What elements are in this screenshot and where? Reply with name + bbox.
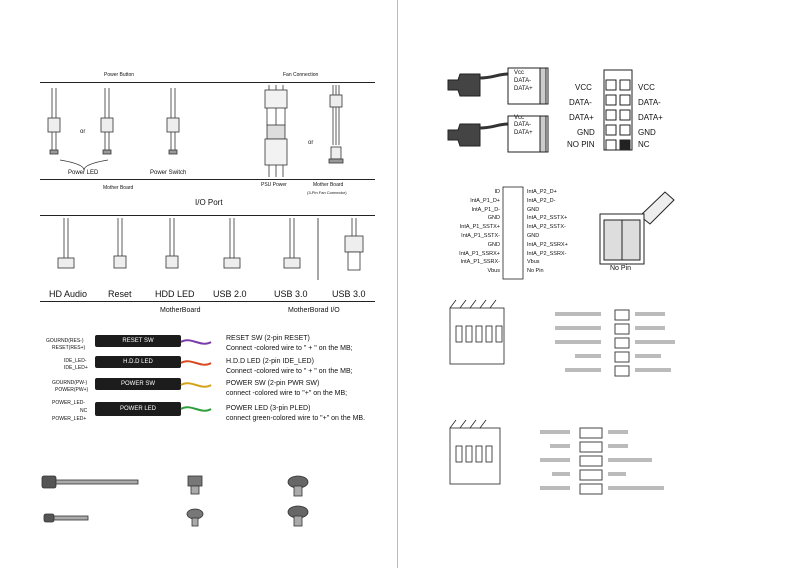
fan-connection-label: Fan Connection: [283, 72, 319, 78]
pin-label: GOURND(RES-): [46, 338, 84, 344]
usb2-header-right: VCC: [638, 83, 655, 92]
usb3-pin-label: IntA_P2_SSRX+: [527, 241, 568, 248]
mid-rule: [40, 179, 375, 180]
usb3-pin-label: IntA_P2_SSRX-: [527, 250, 567, 257]
usb3-pin-label: GND: [527, 233, 540, 239]
cable-power-sw: POWER SW: [95, 378, 181, 390]
power-button-label: Power Button: [104, 72, 135, 78]
pin-label: POWER(PW+): [55, 387, 89, 393]
pin-label: POWER_LED-: [52, 400, 86, 406]
or-label-1: or: [80, 129, 86, 135]
usb2-cable-label: DATA+: [514, 130, 533, 136]
io-port-title: I/O Port: [195, 198, 223, 207]
usb3-pin-label: IntA_P1_SSTX+: [459, 224, 500, 231]
psu-power-label: PSU Power: [261, 182, 287, 188]
usb2-header-drawing: [600, 66, 636, 156]
or-label-2: or: [308, 140, 314, 146]
usb3-pin-label: IntA_P2_D+: [527, 189, 557, 195]
wire: [181, 403, 211, 415]
top-rule: [40, 82, 375, 83]
motherboard-io-label: MotherBorad I/O: [288, 307, 340, 314]
front-panel-title: H.D.D LED (2-pin IDE_LED): [226, 358, 314, 365]
pin-label: POWER_LED+: [52, 416, 87, 422]
usb3-pin-label: ID: [494, 189, 500, 195]
audio-connector-drawing-1: [448, 300, 508, 370]
usb3-plug-drawing: [590, 186, 686, 272]
usb2-header-right: GND: [638, 128, 656, 137]
usb3-header-drawing: [503, 187, 523, 279]
motherboard-label: MotherBoard: [160, 307, 201, 314]
mother-board-fan-label: Mother Board: [313, 182, 344, 188]
front-panel-desc: Connect -colored wire to " + " on the MB;: [226, 345, 353, 352]
usb3-pin-label: GND: [487, 241, 500, 248]
usb2-header-right: NC: [638, 140, 650, 149]
usb3-pin-label: IntA_P1_D-: [471, 206, 500, 213]
usb3-pin-label: IntA_P2_SSTX-: [527, 224, 566, 231]
usb2-cable-label: DATA+: [514, 86, 533, 92]
page-fold: [397, 0, 398, 568]
usb2-cable-label: DATA-: [514, 78, 532, 84]
power-switch-label: Power Switch: [150, 170, 187, 176]
usb3-pin-label: No Pin: [527, 268, 544, 275]
audio-connector-drawing-2: [448, 420, 508, 490]
io-bottom-rule: [40, 301, 375, 302]
io-item-hd-audio: HD Audio: [49, 289, 88, 299]
usb2-header-left: DATA-: [569, 98, 592, 107]
front-panel-desc: connect green-colored wire to "+" on the MB.: [226, 415, 366, 422]
usb2-header-right: DATA+: [638, 113, 663, 122]
usb2-header-left: GND: [577, 128, 595, 137]
io-item-usb3: USB 3.0: [274, 289, 308, 299]
wire: [181, 357, 211, 369]
audio-legend-1: [555, 310, 685, 380]
front-panel-title: RESET SW (2-pin RESET): [226, 335, 310, 342]
power-led-connector-drawing: [40, 88, 220, 178]
usb3-pin-label: Vbus: [487, 268, 500, 275]
pin-label: RESET(RES+): [52, 345, 86, 351]
usb3-pin-label: IntA_P1_SSRX-: [460, 259, 500, 266]
usb3-pin-label: IntA_P2_SSTX+: [527, 215, 568, 222]
front-panel-desc: Connect -colored wire to " + " on the MB;: [226, 368, 353, 375]
io-item-usb2: USB 2.0: [213, 289, 247, 299]
audio-legend-2: [540, 428, 680, 498]
usb2-header-right: DATA-: [638, 98, 661, 107]
usb2-header-left: DATA+: [569, 113, 594, 122]
usb2-cable-label: DATA-: [514, 122, 532, 128]
usb2-cable-label: Vcc: [514, 115, 525, 121]
usb2-header-left: NO PIN: [567, 140, 595, 149]
front-panel-title: POWER SW (2-pin PWR SW): [226, 380, 320, 387]
fan-connector-note: (3-Pin Fan Connector): [307, 190, 347, 195]
screws-drawing: [40, 470, 320, 530]
io-top-rule: [40, 215, 375, 216]
usb3-pin-label: IntA_P1_SSTX-: [461, 233, 500, 239]
pin-label: IDE_LED+: [64, 365, 88, 371]
wire: [181, 336, 211, 348]
usb2-cable-label: Vcc: [514, 70, 525, 76]
cable-power-led: POWER LED: [95, 402, 181, 416]
usb3-pin-label: Vbus: [527, 259, 540, 266]
pin-label: IDE_LED-: [64, 358, 87, 364]
io-item-reset: Reset: [108, 289, 132, 299]
usb2-cable-drawing: [448, 66, 558, 156]
usb3-pin-label: GND: [487, 215, 500, 222]
usb3-pin-label: IntA_P1_SSRX+: [459, 250, 500, 257]
front-panel-title: POWER LED (3-pin PLED): [226, 405, 311, 412]
fan-connector-drawing: [255, 85, 365, 180]
wire: [181, 379, 211, 391]
pin-label: NC: [80, 408, 88, 414]
usb3-pin-label: IntA_P1_D+: [470, 197, 500, 204]
mother-board-label: Mother Board: [103, 185, 134, 191]
io-connectors-drawing: [40, 218, 375, 280]
cable-reset-sw: RESET SW: [95, 335, 181, 347]
io-item-hdd-led: HDD LED: [155, 289, 195, 299]
pin-label: GOURND(PW-): [52, 380, 88, 386]
power-led-label: Power LED: [68, 170, 99, 176]
usb3-pin-label: GND: [527, 206, 540, 213]
cable-hdd-led: H.D.D LED: [95, 356, 181, 368]
no-pin-label: No Pin: [610, 265, 632, 272]
usb3-pin-label: IntA_P2_D-: [527, 197, 556, 204]
io-item-usb3-io: USB 3.0: [332, 289, 366, 299]
usb2-header-left: VCC: [575, 83, 592, 92]
front-panel-desc: connect -colored wire to "+" on the MB;: [226, 390, 348, 397]
